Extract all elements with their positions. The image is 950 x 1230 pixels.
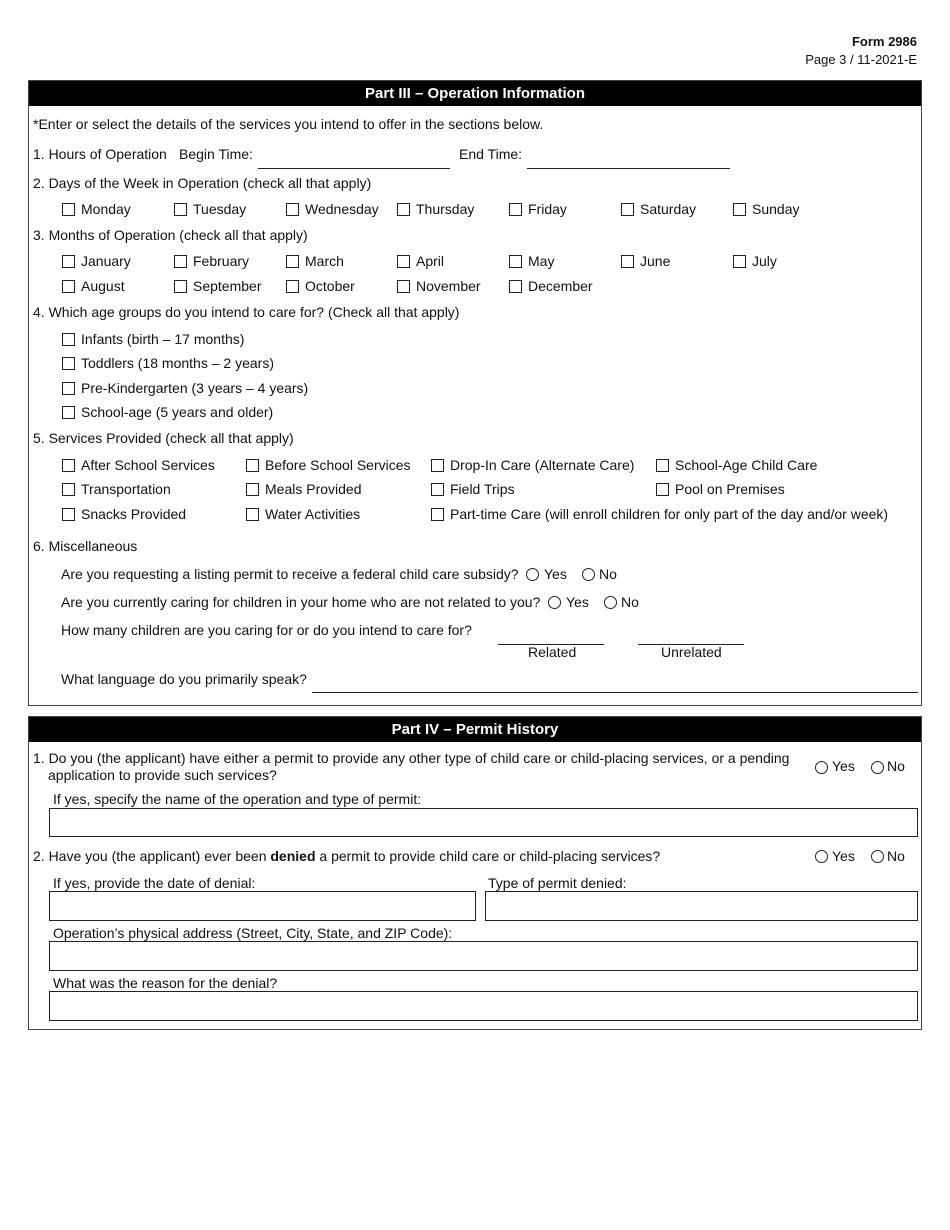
denial-date-input[interactable] (49, 891, 476, 921)
april-label: April (416, 253, 445, 269)
wednesday-checkbox[interactable] (286, 203, 299, 216)
q4-label: 4. Which age groups do you intend to care for? (Check all that apply) (33, 304, 460, 320)
p4-q2-label (33, 848, 660, 864)
part3-instructions: *Enter or select the details of the services you intend to offer in the sections below. (33, 116, 544, 132)
tuesday-label: Tuesday (193, 201, 247, 217)
q1-label: 1. Hours of Operation (33, 146, 167, 162)
caring-yes-label: Yes (566, 594, 589, 610)
operation-permit-input[interactable] (49, 808, 918, 837)
before-school-checkbox[interactable] (246, 459, 259, 472)
permit-type-input[interactable] (485, 891, 918, 921)
p4-q1-line1: 1. Do you (the applicant) have either a permit to provide any other type of child care or child-placing services, or a pending (33, 750, 790, 766)
school-age-label: School-age (5 years and older) (81, 404, 274, 420)
toddlers-label: Toddlers (18 months – 2 years) (81, 355, 274, 371)
begin-time-input[interactable] (258, 168, 450, 169)
p4-q2-no-label: No (887, 848, 905, 864)
friday-label: Friday (528, 201, 567, 217)
end-time-label: End Time: (459, 146, 523, 162)
january-label: January (81, 253, 131, 269)
june-label: June (640, 253, 671, 269)
september-checkbox[interactable] (174, 280, 187, 293)
thursday-checkbox[interactable] (397, 203, 410, 216)
before-school-label: Before School Services (265, 457, 411, 473)
page-number: Page 3 / 11-2021-E (805, 52, 917, 67)
part4-title: Part IV – Permit History (29, 717, 921, 742)
p4-q1-specify-label: If yes, specify the name of the operation and type of permit: (53, 791, 422, 807)
pre-k-checkbox[interactable] (62, 382, 75, 395)
permit-type-label: Type of permit denied: (488, 875, 627, 891)
after-school-checkbox[interactable] (62, 459, 75, 472)
drop-in-checkbox[interactable] (431, 459, 444, 472)
caring-question: Are you currently caring for children in your home who are not related to you? (61, 594, 541, 610)
october-checkbox[interactable] (286, 280, 299, 293)
caring-yes-radio[interactable] (548, 596, 561, 609)
sunday-checkbox[interactable] (733, 203, 746, 216)
december-checkbox[interactable] (509, 280, 522, 293)
snacks-label: Snacks Provided (81, 506, 187, 522)
march-label: March (305, 253, 344, 269)
sunday-label: Sunday (752, 201, 800, 217)
thursday-label: Thursday (416, 201, 475, 217)
reason-input[interactable] (49, 991, 918, 1021)
part-time-checkbox[interactable] (431, 508, 444, 521)
subsidy-no-label: No (599, 566, 617, 582)
june-checkbox[interactable] (621, 255, 634, 268)
subsidy-question: Are you requesting a listing permit to receive a federal child care subsidy? (61, 566, 519, 582)
february-label: February (193, 253, 250, 269)
november-label: November (416, 278, 481, 294)
q6-label: 6. Miscellaneous (33, 538, 138, 554)
p4-q2-text-bold: denied (270, 848, 316, 864)
count-question: How many children are you caring for or do you intend to care for? (61, 622, 472, 638)
infants-label: Infants (birth – 17 months) (81, 331, 245, 347)
q3-label: 3. Months of Operation (check all that apply) (33, 227, 308, 243)
q2-label: 2. Days of the Week in Operation (check all that apply) (33, 175, 372, 191)
toddlers-checkbox[interactable] (62, 357, 75, 370)
november-checkbox[interactable] (397, 280, 410, 293)
language-question: What language do you primarily speak? (61, 671, 307, 687)
december-label: December (528, 278, 593, 294)
march-checkbox[interactable] (286, 255, 299, 268)
part-time-label: Part-time Care (will enroll children for only part of the day and/or week) (450, 506, 889, 522)
caring-no-radio[interactable] (604, 596, 617, 609)
subsidy-yes-radio[interactable] (526, 568, 539, 581)
may-checkbox[interactable] (509, 255, 522, 268)
july-checkbox[interactable] (733, 255, 746, 268)
water-activities-checkbox[interactable] (246, 508, 259, 521)
after-school-label: After School Services (81, 457, 215, 473)
july-label: July (752, 253, 777, 269)
p4-q2-yes-radio[interactable] (815, 850, 828, 863)
q5-label: 5. Services Provided (check all that apply) (33, 430, 294, 446)
april-checkbox[interactable] (397, 255, 410, 268)
field-trips-label: Field Trips (450, 481, 515, 497)
tuesday-checkbox[interactable] (174, 203, 187, 216)
p4-q2-no-radio[interactable] (871, 850, 884, 863)
related-label: Related (528, 644, 577, 660)
unrelated-label: Unrelated (661, 644, 722, 660)
address-input[interactable] (49, 941, 918, 971)
subsidy-no-radio[interactable] (582, 568, 595, 581)
infants-checkbox[interactable] (62, 333, 75, 346)
snacks-checkbox[interactable] (62, 508, 75, 521)
part3-title: Part III – Operation Information (29, 81, 921, 106)
monday-checkbox[interactable] (62, 203, 75, 216)
address-label: Operation’s physical address (Street, City, State, and ZIP Code): (53, 925, 453, 941)
pool-checkbox[interactable] (656, 483, 669, 496)
august-checkbox[interactable] (62, 280, 75, 293)
school-age-care-checkbox[interactable] (656, 459, 669, 472)
p4-q1-yes-radio[interactable] (815, 761, 828, 774)
p4-q1-yes-label: Yes (832, 758, 855, 774)
p4-q2-text-pre: 2. Have you (the applicant) ever been (33, 848, 271, 864)
transportation-label: Transportation (81, 481, 171, 497)
monday-label: Monday (81, 201, 131, 217)
wednesday-label: Wednesday (305, 201, 379, 217)
water-activities-label: Water Activities (265, 506, 361, 522)
subsidy-yes-label: Yes (544, 566, 567, 582)
drop-in-label: Drop-In Care (Alternate Care) (450, 457, 635, 473)
january-checkbox[interactable] (62, 255, 75, 268)
p4-q1-no-radio[interactable] (871, 761, 884, 774)
school-age-care-label: School-Age Child Care (675, 457, 818, 473)
pre-k-label: Pre-Kindergarten (3 years – 4 years) (81, 380, 309, 396)
denial-date-label: If yes, provide the date of denial: (53, 875, 256, 891)
reason-label: What was the reason for the denial? (53, 975, 278, 991)
saturday-label: Saturday (640, 201, 697, 217)
september-label: September (193, 278, 262, 294)
meals-label: Meals Provided (265, 481, 362, 497)
school-age-checkbox[interactable] (62, 406, 75, 419)
pool-label: Pool on Premises (675, 481, 785, 497)
february-checkbox[interactable] (174, 255, 187, 268)
p4-q2-yes-label: Yes (832, 848, 855, 864)
p4-q1-no-label: No (887, 758, 905, 774)
caring-no-label: No (621, 594, 639, 610)
friday-checkbox[interactable] (509, 203, 522, 216)
october-label: October (305, 278, 355, 294)
p4-q1-line2: application to provide such services? (48, 767, 277, 783)
may-label: May (528, 253, 555, 269)
language-input[interactable] (312, 692, 918, 693)
meals-checkbox[interactable] (246, 483, 259, 496)
end-time-input[interactable] (527, 168, 730, 169)
transportation-checkbox[interactable] (62, 483, 75, 496)
p4-q2-text-post: a permit to provide child care or child-placing services? (315, 848, 661, 864)
saturday-checkbox[interactable] (621, 203, 634, 216)
begin-time-label: Begin Time: (179, 146, 253, 162)
august-label: August (81, 278, 125, 294)
field-trips-checkbox[interactable] (431, 483, 444, 496)
form-number: Form 2986 (851, 34, 917, 49)
